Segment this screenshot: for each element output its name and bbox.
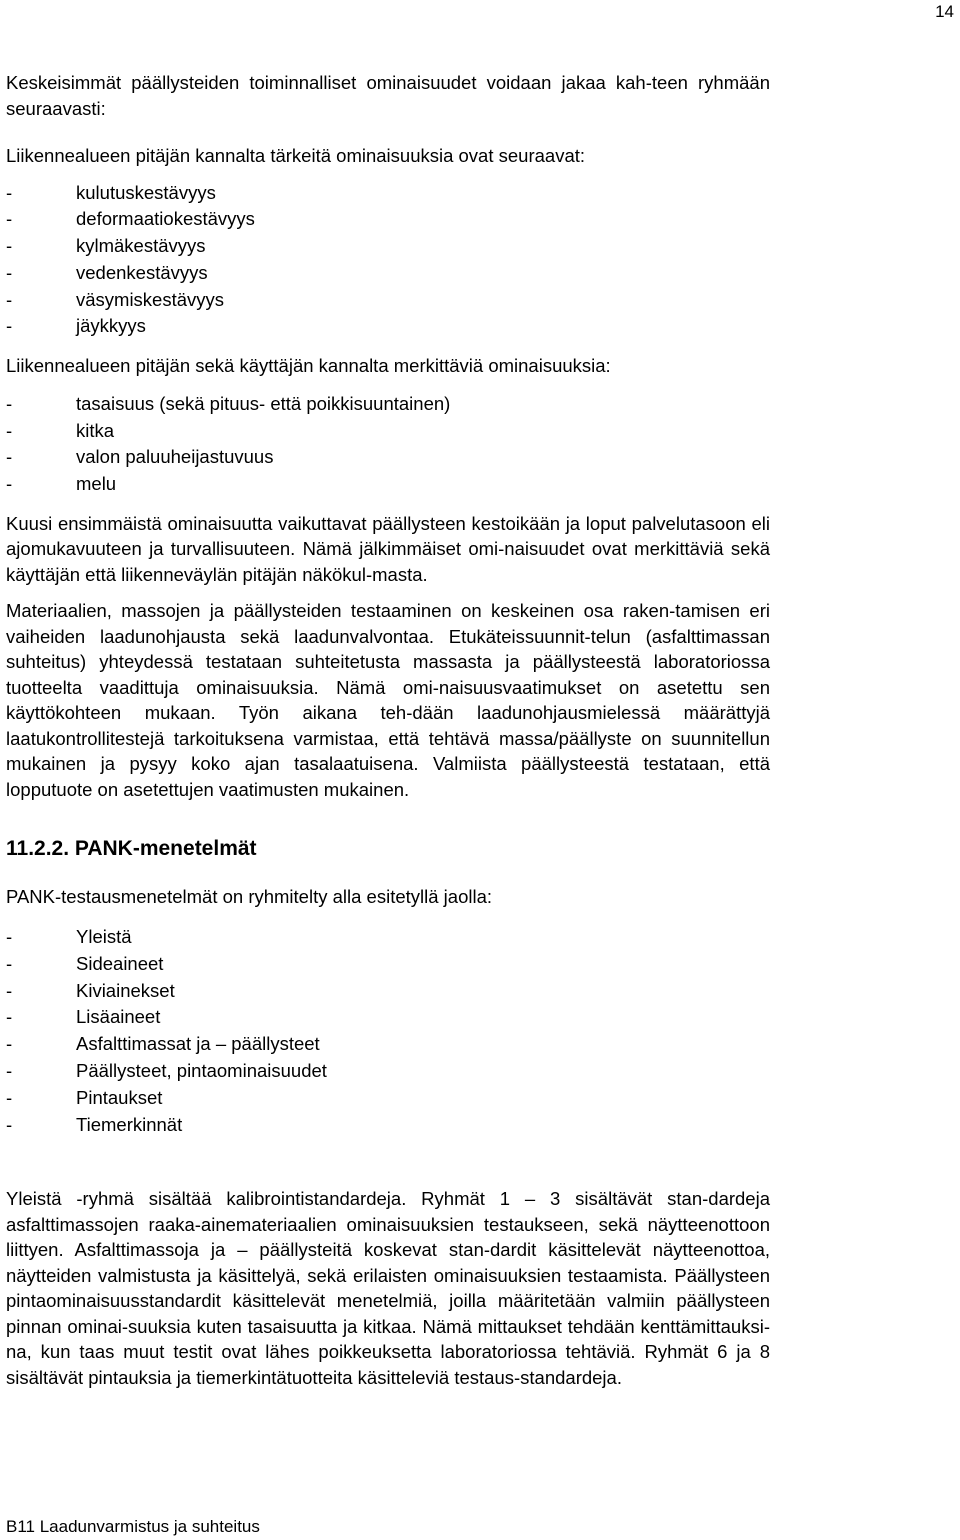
dash-icon [6,951,30,978]
dash-icon [6,1058,30,1085]
list-item: - Asfalttimassat ja – päällysteet [6,1031,770,1058]
dash-icon [6,287,30,314]
list-item: - valon paluuheijastuvuus [6,444,770,471]
dash-icon [6,180,30,207]
dash-icon [6,1031,30,1058]
list-item: - kylmäkestävyys [6,233,770,260]
group2-list [6,391,770,498]
list-item: - melu [6,471,770,498]
list-item: - Yleistä [6,924,770,951]
dash-icon [6,924,30,951]
paragraph-testing: Materiaalien, massojen ja päällysteiden testaaminen on keskeinen osa raken-tamisen eri vaiheiden laadunohjausta sekä laadunvalvontaa. Etukäteissuunnit-telun (asfalttimassan suhteitus) yhteydessä testataan suhteitetusta massasta ja päällysteestä laboratoriossa tuotteelta vaadittuja ominaisuuksia. Nämä omi-naisuusvaatimukset on asetettu sen käyttökohteen mukaan. Työn aikana teh-dään laadunohjausmielessä määrättyjä laatukontrollitestejä tarkoituksena varmistaa, että tehtävä massa/päällyste on suunnitellun mukainen ja pysyy koko ajan tasalaatuisena. Valmiista päällysteestä testataan, että lopputuote on asetettujen vaatimusten mukainen. [6,600,770,800]
document-body [6,70,770,1390]
dash-icon [6,260,30,287]
list-item: - vedenkestävyys [6,260,770,287]
section-heading: 11.2.2. PANK-menetelmät [6,837,257,861]
dash-icon [6,978,30,1005]
section-intro: PANK-testausmenetelmät on ryhmitelty alla esitetyllä jaolla: [6,886,493,908]
list-item: - Päällysteet, pintaominaisuudet [6,1058,770,1085]
list-item: - Lisäaineet [6,1004,770,1031]
list-item: - kulutuskestävyys [6,180,770,207]
dash-icon [6,471,30,498]
list-item: - Tiemerkinnät [6,1112,770,1139]
dash-icon [6,444,30,471]
paragraph-pank-groups: Yleistä -ryhmä sisältää kalibrointistandardeja. Ryhmät 1 – 3 sisältävät stan-dardeja asfalttimassojen raaka-ainemateriaalien ominaisuuksien testaukseen, sekä näytteenottoon liittyen. Asfalttimassoja ja – päällysteitä koskevat stan-dardit käsittelevät näytteenottoa, näytteiden valmistusta ja käsittelyä, sekä erilaisten ominaisuuksien testaamista. Päällysteen pintaominaisuusstandardit käsittelevät menetelmiä, joilla määritetään valmiin päällysteen pinnan ominai-suuksia kuten tasaisuutta ja kitkaa. Nämä mittaukset tehdään kenttämittauksi-na, kun taas muut testit ovat lähes poikkeuksetta laboratoriossa tehtäviä. Ryhmät 6 ja 8 sisältävät pintauksia ja tiemerkintätuotteita käsitteleviä testaus-standardeja. [6,1188,770,1388]
dash-icon [6,1004,30,1031]
list-item: - kitka [6,418,770,445]
dash-icon [6,233,30,260]
list-item: - Pintaukset [6,1085,770,1112]
page-number: 14 [935,2,954,21]
dash-icon [6,418,30,445]
dash-icon [6,313,30,340]
list-item: - tasaisuus (sekä pituus- että poikkisuuntainen) [6,391,770,418]
pank-groups-list [6,924,770,1138]
list-item: - jäykkyys [6,313,770,340]
list-item: - deformaatiokestävyys [6,206,770,233]
group1-title: Liikennealueen pitäjän kannalta tärkeitä ominaisuuksia ovat seuraavat: [6,145,586,166]
group1-list [6,180,770,341]
group2-title: Liikennealueen pitäjän sekä käyttäjän kannalta merkittäviä ominaisuuksia: [6,355,611,377]
paragraph-properties-effect: Kuusi ensimmäistä ominaisuutta vaikuttavat päällysteen kestoikään ja loput palvelutasoon eli ajomukavuuteen ja turvallisuuteen. Nämä jälkimmäiset omi-naisuudet ovat merkittäviä sekä käyttäjän että liikenneväylän pitäjän näkökul-masta. [6,512,770,585]
dash-icon [6,1085,30,1112]
list-item: - Kiviainekset [6,978,770,1005]
dash-icon [6,206,30,233]
page-footer: B11 Laadunvarmistus ja suhteitus [6,1517,260,1536]
dash-icon [6,391,30,418]
dash-icon [6,1112,30,1139]
intro-paragraph: Keskeisimmät päällysteiden toiminnalliset ominaisuudet voidaan jakaa kah-teen ryhmään seuraavasti: [6,72,770,119]
list-item: - Sideaineet [6,951,770,978]
list-item: - väsymiskestävyys [6,287,770,314]
